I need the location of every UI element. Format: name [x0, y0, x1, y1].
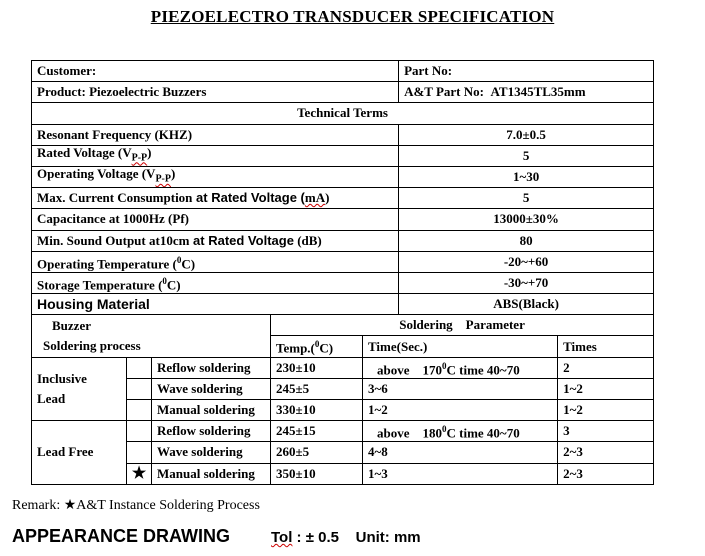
- solder-times: 3: [558, 421, 654, 442]
- inclusive-label-line: Inclusive: [37, 370, 87, 386]
- spec-label: [32, 188, 399, 209]
- solder-method: Manual soldering: [152, 463, 271, 484]
- marker-cell: [127, 378, 152, 399]
- solder-method: Manual soldering: [152, 400, 271, 421]
- spec-row: [32, 188, 654, 209]
- soldering-parameter-heading: [271, 315, 654, 336]
- technical-terms-heading: Technical Terms: [32, 103, 654, 124]
- time-header: Time(Sec.): [363, 336, 558, 357]
- spec-row: [32, 166, 654, 187]
- spec-label-end: ): [325, 190, 330, 206]
- solder-times: 2: [558, 357, 654, 378]
- spec-label-end: C): [166, 277, 181, 293]
- spec-value: 1~30: [399, 166, 654, 187]
- solder-time: 1~3: [363, 463, 558, 484]
- spec-label-sup: 0: [176, 254, 182, 265]
- solder-temp: 350±10: [271, 463, 363, 484]
- solder-times: 1~2: [558, 378, 654, 399]
- buzzer-label: Buzzer: [32, 315, 271, 336]
- spec-value: 5: [399, 188, 654, 209]
- spec-label-unit: (dB): [293, 232, 322, 248]
- soldering-subheader-row: [32, 336, 654, 357]
- solder-method: Reflow soldering: [152, 357, 271, 378]
- spec-value: 7.0±0.5: [399, 124, 654, 145]
- tolerance-note: [271, 529, 421, 546]
- times-header: Times: [558, 336, 654, 357]
- spec-value: -30~+70: [399, 272, 654, 293]
- solder-time-end: C time 40~70: [446, 425, 520, 441]
- product-label: Product: Piezoelectric Buzzers: [32, 82, 399, 103]
- solder-time-sup: 0: [442, 360, 447, 371]
- spec-label-end: C): [181, 255, 196, 271]
- spec-value: 13000±30%: [399, 209, 654, 230]
- spec-row: [32, 145, 654, 166]
- soldering-parameter-text: Soldering Parameter: [399, 317, 525, 333]
- part-no-label: Part No:: [399, 61, 654, 82]
- solder-time: 3~6: [363, 378, 558, 399]
- spec-label-text: Storage Temperature (: [37, 277, 163, 293]
- at-part-no-label: A&T Part No:: [404, 84, 484, 100]
- solder-method: Reflow soldering: [152, 421, 271, 442]
- spec-label: [32, 251, 399, 272]
- tol-label: Tol: [271, 529, 293, 546]
- star-icon: ★: [127, 463, 152, 484]
- solder-temp: 245±5: [271, 378, 363, 399]
- customer-label: Customer:: [32, 61, 399, 82]
- spec-label: Resonant Frequency (KHZ): [32, 124, 399, 145]
- spec-label-end: ): [147, 145, 152, 161]
- solder-time-end: C time 40~70: [446, 361, 520, 377]
- solder-time: 1~2: [363, 400, 558, 421]
- appearance-drawing-heading: APPEARANCE DRAWING: [12, 526, 231, 546]
- spec-row: [32, 251, 654, 272]
- document-title: PIEZOELECTRO TRANSDUCER SPECIFICATION: [150, 7, 555, 26]
- spec-label-text: at Rated Voltage: [189, 232, 294, 248]
- soldering-process-label: Soldering process: [32, 336, 271, 357]
- spec-label-sup: 0: [162, 275, 167, 286]
- spec-label-text: Operating Voltage (V: [37, 166, 156, 182]
- spec-label-sub: P-P: [131, 152, 148, 164]
- solder-method: Wave soldering: [152, 442, 271, 463]
- temp-header-sup: 0: [314, 339, 320, 350]
- spec-label: Capacitance at 1000Hz (Pf): [32, 209, 399, 230]
- spec-label-end: ): [171, 166, 176, 182]
- spec-value: 80: [399, 230, 654, 251]
- at-part-no: [399, 82, 654, 103]
- temp-header-text: Temp.(: [276, 340, 315, 356]
- spec-label-text: Max. Current Consumption: [37, 190, 193, 206]
- solder-temp: 330±10: [271, 400, 363, 421]
- spec-row: [32, 124, 654, 145]
- solder-method: Wave soldering: [152, 378, 271, 399]
- solder-temp: 260±5: [271, 442, 363, 463]
- temp-header: [271, 336, 363, 357]
- tol-value: : ± 0.5 Unit: mm: [292, 529, 421, 546]
- solder-time: [363, 357, 558, 378]
- spec-label-text: Min. Sound Output at10cm: [37, 232, 190, 248]
- remark: Remark: ★A&T Instance Soldering Process: [12, 498, 260, 513]
- spec-row: [32, 294, 654, 315]
- solder-time: 4~8: [363, 442, 558, 463]
- spec-label-text: at Rated Voltage (: [192, 190, 305, 206]
- temp-header-end: C): [319, 340, 334, 356]
- marker-cell: [127, 357, 152, 378]
- spec-label: [32, 272, 399, 293]
- spec-label: [32, 166, 399, 187]
- spec-label-unit: mA: [304, 190, 326, 206]
- solder-time-text: above 180: [377, 425, 442, 441]
- soldering-row: [32, 421, 654, 442]
- spec-row: [32, 272, 654, 293]
- customer-row: [32, 61, 654, 82]
- lead-free-label: Lead Free: [32, 421, 127, 485]
- solder-time: [363, 421, 558, 442]
- marker-cell: [127, 421, 152, 442]
- spec-label-sub: P-P: [155, 173, 171, 185]
- solder-times: 2~3: [558, 442, 654, 463]
- solder-time-sup: 0: [442, 424, 447, 435]
- spec-label: [32, 145, 399, 166]
- lead-label-line: Lead: [37, 390, 66, 406]
- at-part-no-value: AT1345TL35mm: [490, 84, 586, 100]
- product-row: [32, 82, 654, 103]
- spec-value: 5: [399, 145, 654, 166]
- spec-label-text: Operating Temperature (: [37, 255, 177, 271]
- soldering-header-row: [32, 315, 654, 336]
- spec-label: [32, 230, 399, 251]
- spec-label-text: Rated Voltage (V: [37, 145, 132, 161]
- spec-table: [31, 60, 654, 485]
- marker-cell: [127, 400, 152, 421]
- spec-value: -20~+60: [399, 251, 654, 272]
- spec-row: [32, 230, 654, 251]
- marker-cell: [127, 442, 152, 463]
- spec-row: [32, 209, 654, 230]
- spec-label: Housing Material: [32, 294, 399, 315]
- solder-temp: 230±10: [271, 357, 363, 378]
- solder-temp: 245±15: [271, 421, 363, 442]
- solder-times: 1~2: [558, 400, 654, 421]
- technical-terms-row: [32, 103, 654, 124]
- solder-times: 2~3: [558, 463, 654, 484]
- solder-time-text: above 170: [377, 361, 442, 377]
- inclusive-lead-label: [32, 357, 127, 421]
- spec-value: ABS(Black): [399, 294, 654, 315]
- soldering-row: [32, 357, 654, 378]
